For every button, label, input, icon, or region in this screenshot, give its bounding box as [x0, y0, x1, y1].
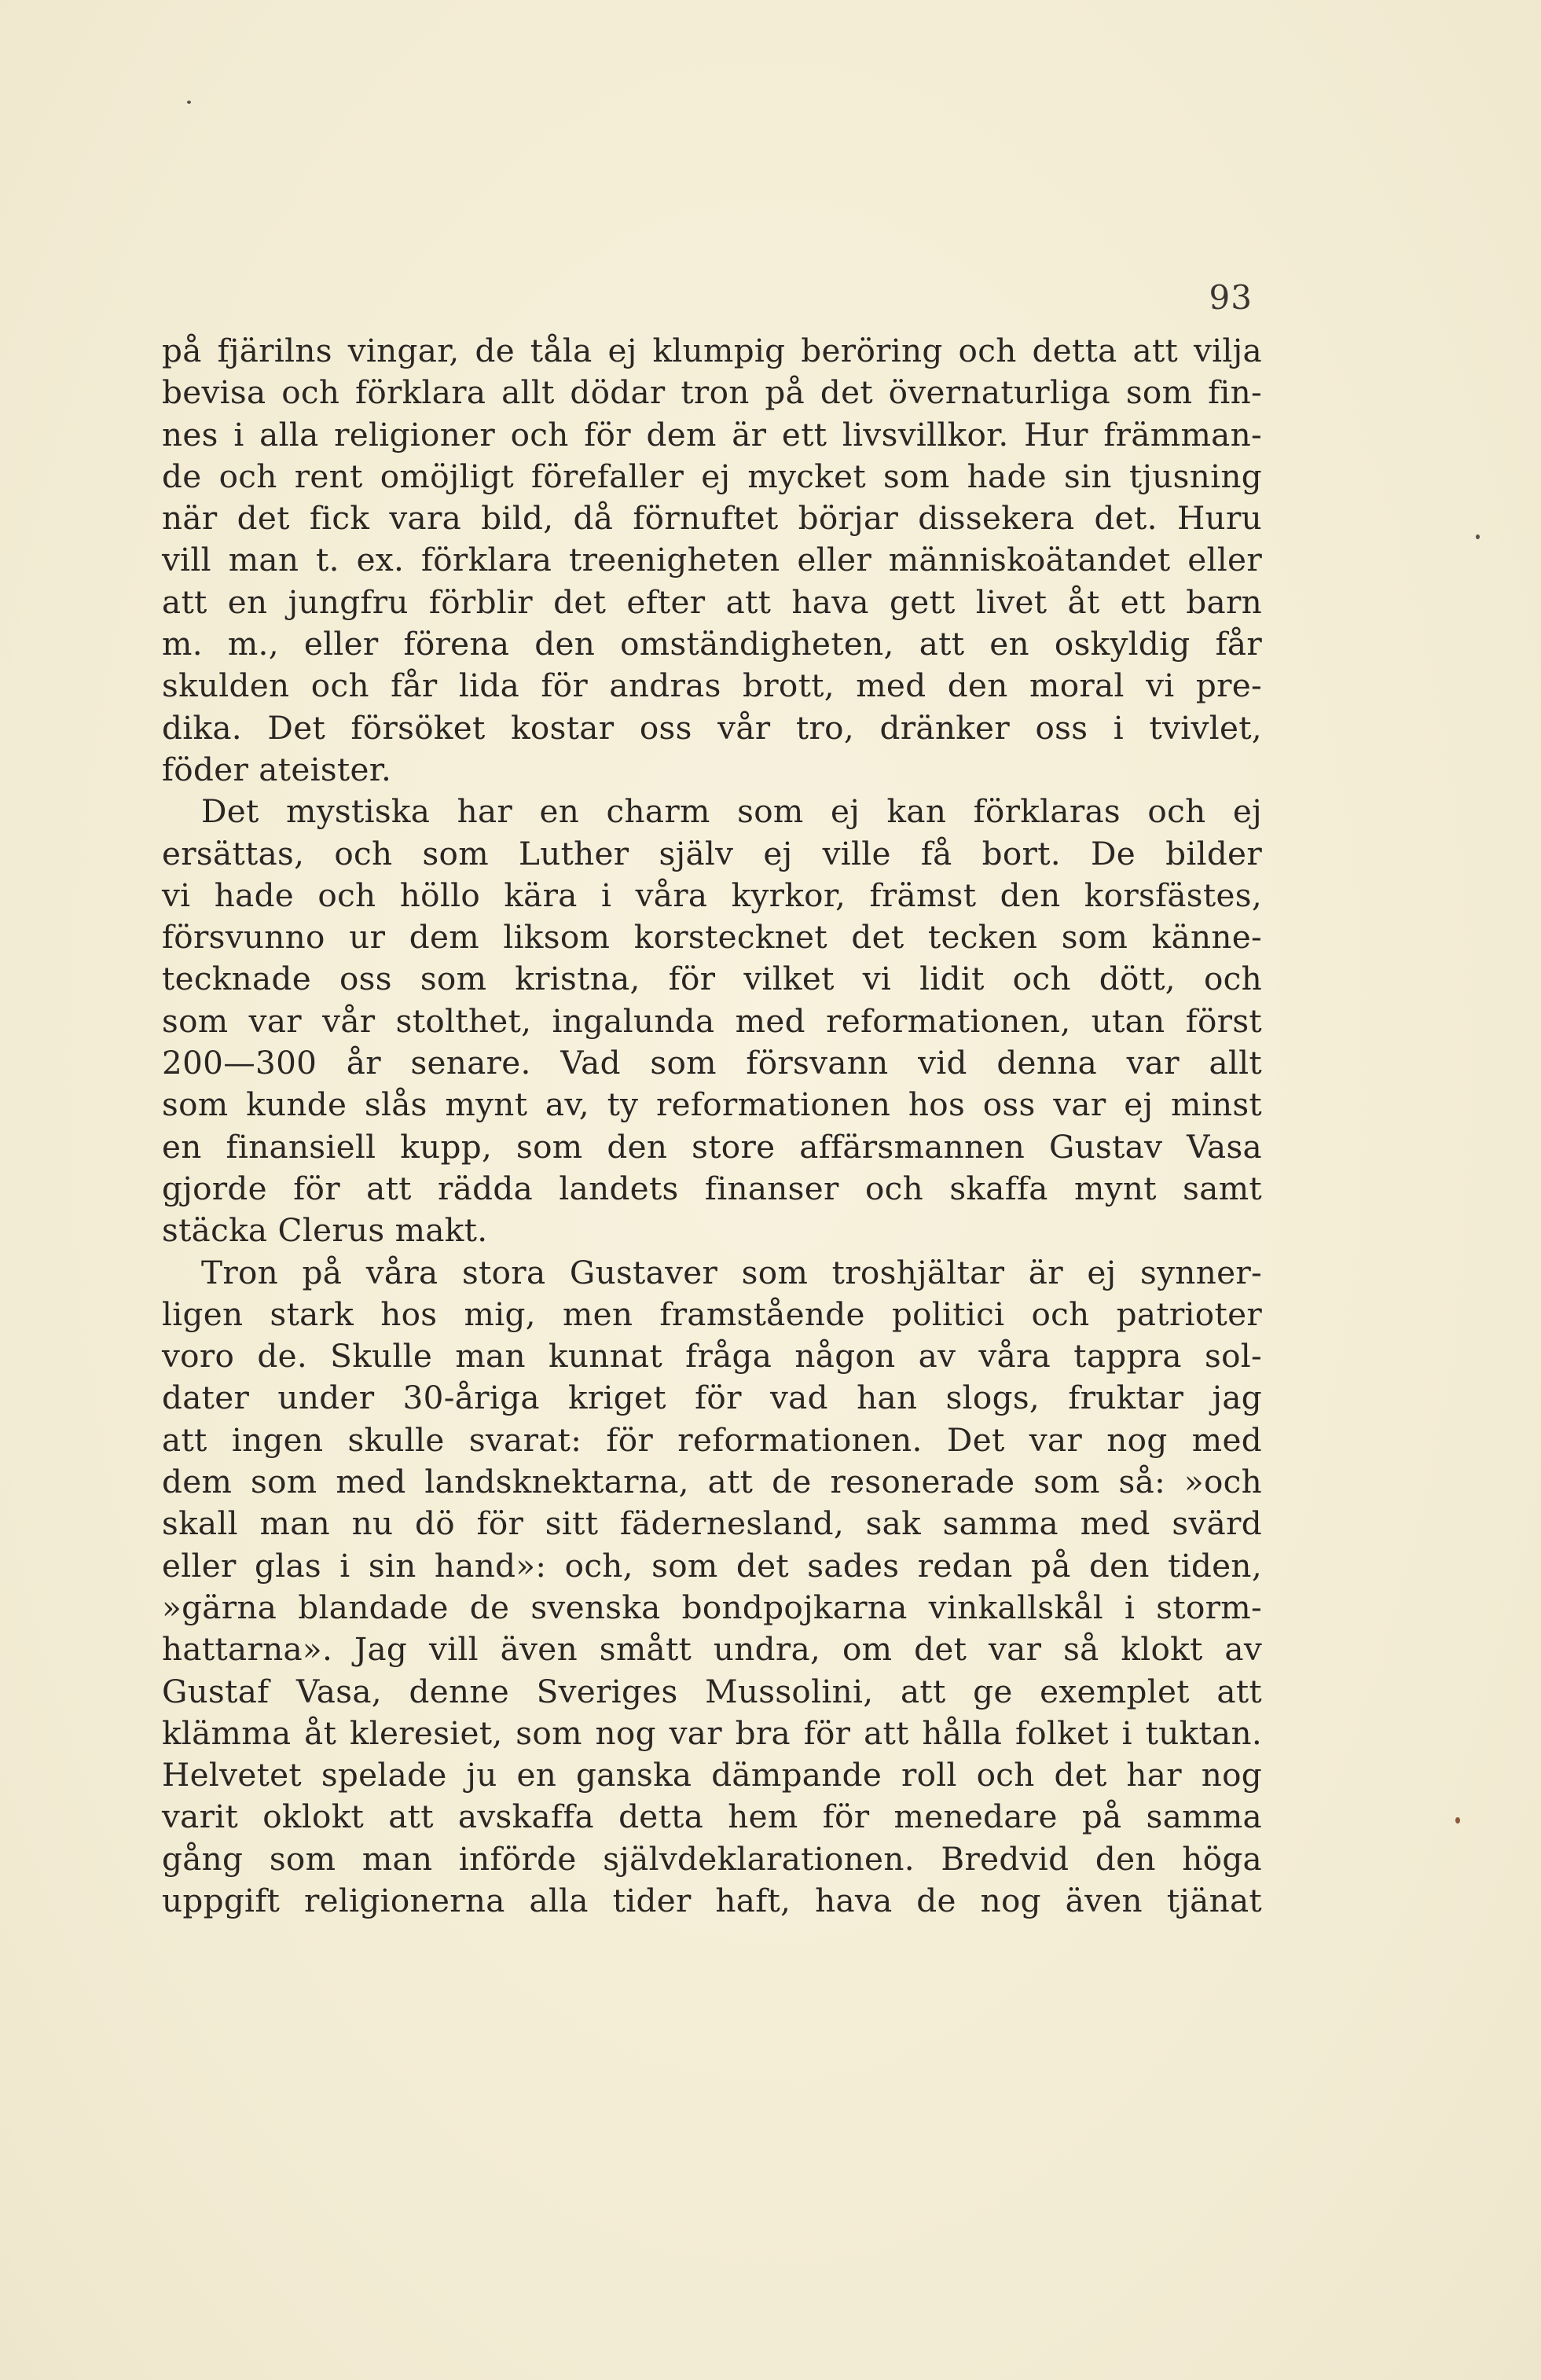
text-line: hattarna». Jag vill även smått undra, om det var så klokt av: [162, 1630, 1262, 1669]
text-line: att en jungfru förblir det efter att hava gett livet åt ett barn: [162, 582, 1262, 621]
text-line: ligen stark hos mig, men framstående politici och patrioter: [162, 1295, 1262, 1333]
text-line: nes i alla religioner och för dem är ett livsvillkor. Hur främman-: [162, 415, 1262, 454]
text-line: voro de. Skulle man kunnat fråga någon av våra tappra sol-: [162, 1337, 1262, 1375]
text-line: när det fick vara bild, då förnuftet börjar dissekera det. Huru: [162, 499, 1262, 538]
text-line: m. m., eller förena den omständigheten, att en oskyldig får: [162, 625, 1262, 663]
text-line: försvunno ur dem liksom korstecknet det tecken som känne-: [162, 918, 1262, 957]
text-line: dem som med landsknektarna, att de resonerade som så: »och: [162, 1463, 1262, 1501]
text-line: Gustaf Vasa, denne Sveriges Mussolini, att ge exemplet att: [162, 1672, 1262, 1710]
text-line: bevisa och förklara allt dödar tron på det övernaturliga som fin-: [162, 373, 1262, 412]
text-line: varit oklokt att avskaffa detta hem för menedare på samma: [162, 1798, 1262, 1836]
text-line: som var vår stolthet, ingalunda med reformationen, utan först: [162, 1001, 1262, 1040]
paper-speck: [1476, 534, 1480, 539]
paper-speck: [187, 101, 191, 104]
paragraph-end-line: föder ateister.: [162, 750, 392, 788]
text-line: 200—300 år senare. Vad som försvann vid denna var allt: [162, 1044, 1262, 1082]
text-line: vi hade och höllo kära i våra kyrkor, främst den korsfästes,: [162, 876, 1262, 914]
text-line: gång som man införde självdeklarationen. Bredvid den höga: [162, 1839, 1262, 1878]
text-line: som kunde slås mynt av, ty reformationen hos oss var ej minst: [162, 1085, 1262, 1124]
text-line: dater under 30-åriga kriget för vad han slogs, fruktar jag: [162, 1379, 1262, 1417]
text-line: de och rent omöjligt förefaller ej mycket som hade sin tjusning: [162, 457, 1262, 495]
text-line: skall man nu dö för sitt fädernesland, sak samma med svärd: [162, 1504, 1262, 1543]
page-number: 93: [1209, 278, 1253, 317]
paragraph-end-line: stäcka Clerus makt.: [162, 1211, 488, 1250]
text-line: en finansiell kupp, som den store affärsmannen Gustav Vasa: [162, 1127, 1262, 1166]
text-line: Helvetet spelade ju en ganska dämpande roll och det har nog: [162, 1756, 1262, 1794]
text-line: dika. Det försöket kostar oss vår tro, dränker oss i tvivlet,: [162, 708, 1262, 747]
paragraph-first-line: Tron på våra stora Gustaver som troshjältar är ej synner-: [201, 1253, 1262, 1291]
text-line: att ingen skulle svarat: för reformationen. Det var nog med: [162, 1420, 1262, 1459]
text-line: ersättas, och som Luther själv ej ville få bort. De bilder: [162, 834, 1262, 872]
text-line: gjorde för att rädda landets finanser och skaffa mynt samt: [162, 1169, 1262, 1207]
text-line: tecknade oss som kristna, för vilket vi lidit och dött, och: [162, 960, 1262, 998]
text-line: uppgift religionerna alla tider haft, hava de nog även tjänat: [162, 1881, 1262, 1919]
text-line: på fjärilns vingar, de tåla ej klumpig beröring och detta att vilja: [162, 332, 1262, 369]
body-text: [162, 330, 1262, 1922]
text-line: vill man t. ex. förklara treenigheten eller människoätandet eller: [162, 541, 1262, 579]
text-line: klämma åt kleresiet, som nog var bra för att hålla folket i tuktan.: [162, 1713, 1262, 1752]
paragraph-first-line: Det mystiska har en charm som ej kan förklaras och ej: [201, 792, 1262, 831]
paper-speck: [1455, 1817, 1460, 1824]
text-line: eller glas i sin hand»: och, som det sades redan på den tiden,: [162, 1546, 1262, 1585]
text-line: skulden och får lida för andras brott, med den moral vi pre-: [162, 667, 1262, 705]
text-line: »gärna blandade de svenska bondpojkarna vinkallskål i storm-: [162, 1588, 1262, 1626]
